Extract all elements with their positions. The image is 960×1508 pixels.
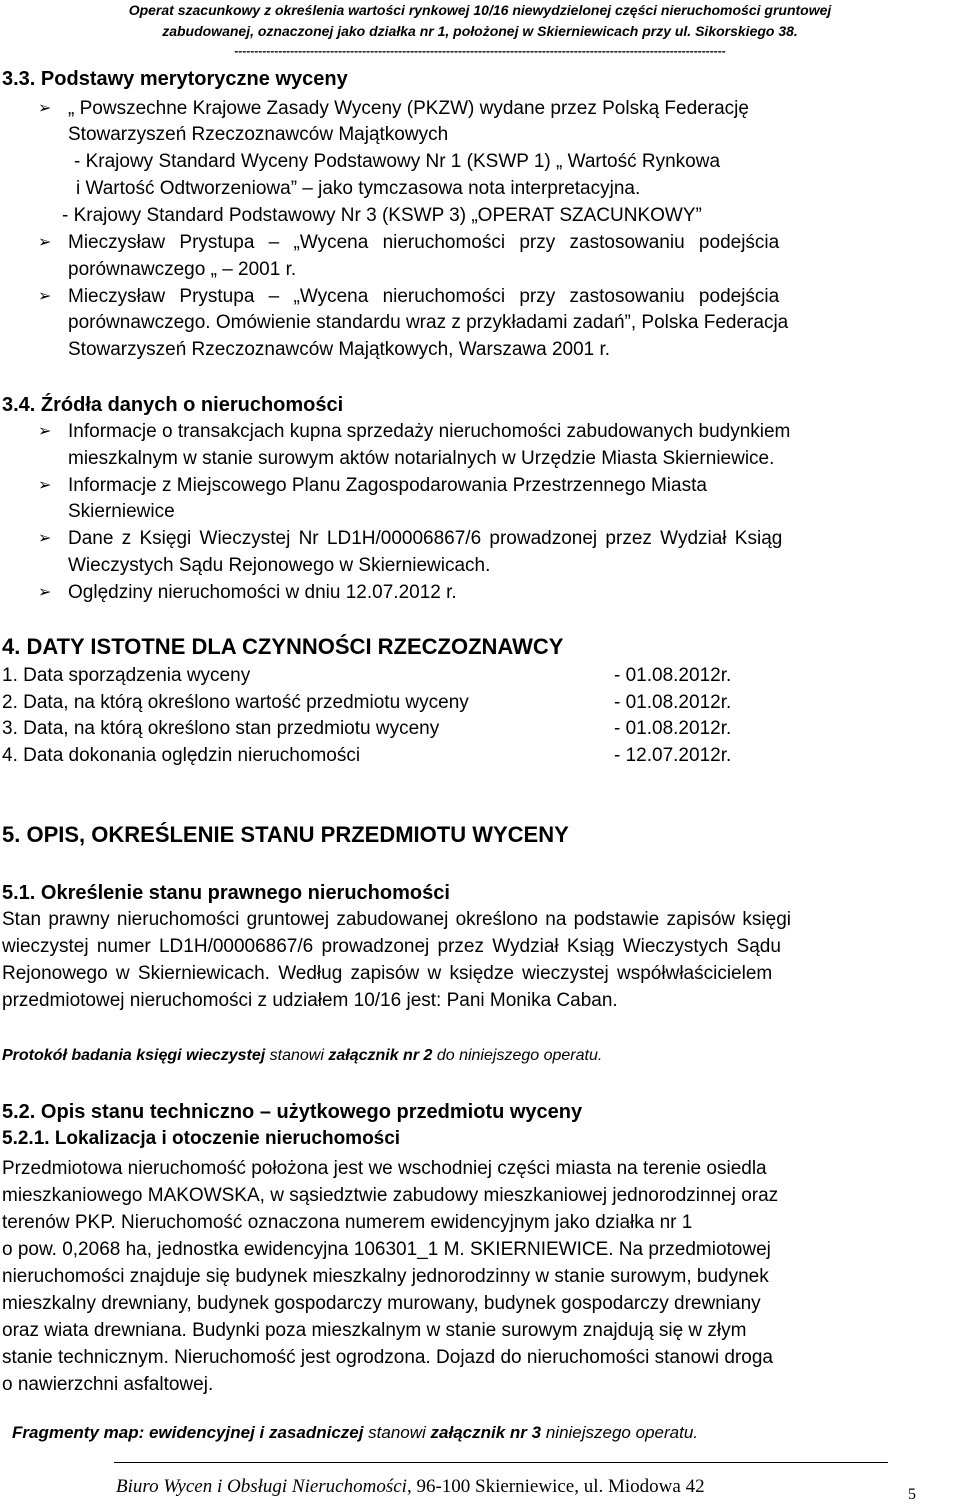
s51-line1: Stan prawny nieruchomości gruntowej zabudowanej określono na podstawie zapisów księgi [2,909,791,930]
s33-b1-l3: - Krajowy Standard Wyceny Podstawowy Nr 1 (KSWP 1) „ Wartość Rynkowa [74,151,721,172]
s34-b3-l1: Dane z Księgi Wieczystej Nr LD1H/00006867/6 prowadzonej przez Wydział Ksiąg [68,528,783,549]
page-number: 5 [908,1486,916,1503]
s521-line7: oraz wiata drewniana. Budynki poza mieszkalnym w stanie surowym znajdują się w złym [2,1320,747,1341]
s33-b3-l1: Mieczysław Prystupa – „Wycena nieruchomości przy zastosowaniu podejścia [68,286,780,307]
s33-b1-l5: - Krajowy Standard Podstawowy Nr 3 (KSWP 3) „OPERAT SZACUNKOWY” [62,205,702,226]
s34-b4-l1: Oględziny nieruchomości w dniu 12.07.2012 r. [68,582,457,603]
s33-b1-l2: Stowarzyszeń Rzeczoznawców Majątkowych [68,124,449,145]
section-5-1-title: 5.1. Określenie stanu prawnego nieruchomości [2,882,450,904]
bullet-arrow-icon: ➢ [38,584,52,601]
date-label: 4. Data dokonania oględzin nieruchomości [2,745,361,766]
footer-office: Biuro Wycen i Obsługi Nieruchomości [116,1476,407,1497]
fragmenty-bold: Fragmenty map: ewidencyjnej i zasadniczej [12,1423,364,1442]
header-dashes: --------------------------------------------------------------------------------------------------------------------------- [234,44,726,58]
footer-address-text: , 96-100 Skierniewice, ul. Miodowa 42 [406,1476,705,1497]
bullet-arrow-icon: ➢ [38,530,52,547]
running-header-line1: Operat szacunkowy z określenia wartości rynkowej 10/16 niewydzielonej części nieruchomości gruntowej [128,2,832,18]
s521-line8: stanie technicznym. Nieruchomość jest ogrodzona. Dojazd do nieruchomości stanowi droga [2,1347,773,1368]
bullet-arrow-icon: ➢ [38,477,52,494]
protokol-note [2,1043,602,1069]
section-3-4-title: 3.4. Źródła danych o nieruchomości [2,394,344,416]
s33-b1-l4: i Wartość Odtworzeniowa” – jako tymczasowa nota interpretacyjna. [76,178,641,199]
fragmenty-note [12,1420,698,1446]
protokol-bold: Protokół badania księgi wieczystej [2,1047,266,1064]
fragmenty-end: niniejszego operatu. [541,1423,698,1442]
bullet-arrow-icon: ➢ [38,288,52,305]
s521-line5: nieruchomości znajduje się budynek mieszkalny jednorodzinny w stanie surowym, budynek [2,1266,769,1287]
date-value: - 01.08.2012r. [614,718,732,739]
s34-b3-l2: Wieczystych Sądu Rejonowego w Skierniewicach. [68,555,491,576]
section-3-3-title: 3.3. Podstawy merytoryczne wyceny [2,68,348,90]
section-5-2-1-title: 5.2.1. Lokalizacja i otoczenie nieruchomości [2,1128,401,1149]
s51-line3: Rejonowego w Skierniewicach. Według zapisów w księdze wieczystej współwłaścicielem [2,963,773,984]
date-label: 1. Data sporządzenia wyceny [2,665,251,686]
running-header-line2: zabudowanej, oznaczonej jako działka nr 1, położonej w Skierniewicach przy ul. Sikorskiego 38. [162,23,798,39]
s521-line6: mieszkalny drewniany, budynek gospodarczy murowany, budynek gospodarczy drewniany [2,1293,761,1314]
fragmenty-attachment: załącznik nr 3 [430,1423,542,1442]
s521-line4: o pow. 0,2068 ha, jednostka ewidencyjna 106301_1 M. SKIERNIEWICE. Na przedmiotowej [2,1239,771,1260]
date-value: - 12.07.2012r. [614,745,732,766]
section-5-title: 5. OPIS, OKREŚLENIE STANU PRZEDMIOTU WYCENY [2,822,569,847]
s33-b1-l1: „ Powszechne Krajowe Zasady Wyceny (PKZW) wydane przez Polską Federację [68,98,749,119]
s51-line4: przedmiotowej nieruchomości z udziałem 10/16 jest: Pani Monika Caban. [2,990,618,1011]
s34-b1-l2: mieszkalnym w stanie surowym aktów notarialnych w Urzędzie Miasta Skierniewice. [68,448,775,469]
date-label: 2. Data, na którą określono wartość przedmiotu wyceny [2,692,469,713]
s33-b2-l1: Mieczysław Prystupa – „Wycena nieruchomości przy zastosowaniu podejścia [68,232,780,253]
bullet-arrow-icon: ➢ [38,234,52,251]
section-5-2-title: 5.2. Opis stanu techniczno – użytkowego przedmiotu wyceny [2,1101,583,1123]
bullet-arrow-icon: ➢ [38,423,52,440]
s521-line9: o nawierzchni asfaltowej. [2,1374,214,1395]
s33-b2-l2: porównawczego „ – 2001 r. [68,259,297,280]
s521-line1: Przedmiotowa nieruchomość położona jest we wschodniej części miasta na terenie osiedla [2,1158,767,1179]
s521-line3: terenów PKP. Nieruchomość oznaczona numerem ewidencyjnym jako działka nr 1 [2,1212,693,1233]
protokol-end: do niniejszego operatu. [432,1047,603,1064]
s521-line2: mieszkaniowego MAKOWSKA, w sąsiedztwie zabudowy mieszkaniowej jednorodzinnej oraz [2,1185,779,1206]
protokol-mid: stanowi [265,1047,329,1064]
fragmenty-mid: stanowi [363,1423,431,1442]
s34-b2-l2: Skierniewice [68,501,175,522]
s34-b1-l1: Informacje o transakcjach kupna sprzedaży nieruchomości zabudowanych budynkiem [68,421,791,442]
protokol-attachment: załącznik nr 2 [328,1047,433,1064]
s33-b3-l3: Stowarzyszeń Rzeczoznawców Majątkowych, Warszawa 2001 r. [68,339,611,360]
date-value: - 01.08.2012r. [614,692,732,713]
date-label: 3. Data, na którą określono stan przedmiotu wyceny [2,718,440,739]
s34-b2-l1: Informacje z Miejscowego Planu Zagospodarowania Przestrzennego Miasta [68,475,707,496]
footer-rule [114,1462,888,1463]
date-value: - 01.08.2012r. [614,665,732,686]
footer-address [116,1474,705,1500]
section-4-title: 4. DATY ISTOTNE DLA CZYNNOŚCI RZECZOZNAWCY [2,634,564,659]
bullet-arrow-icon: ➢ [38,100,52,117]
s33-b3-l2: porównawczego. Omówienie standardu wraz z przykładami zadań”, Polska Federacja [68,312,789,333]
s51-line2: wieczystej numer LD1H/00006867/6 prowadzonej przez Wydział Ksiąg Wieczystych Sądu [2,936,781,957]
